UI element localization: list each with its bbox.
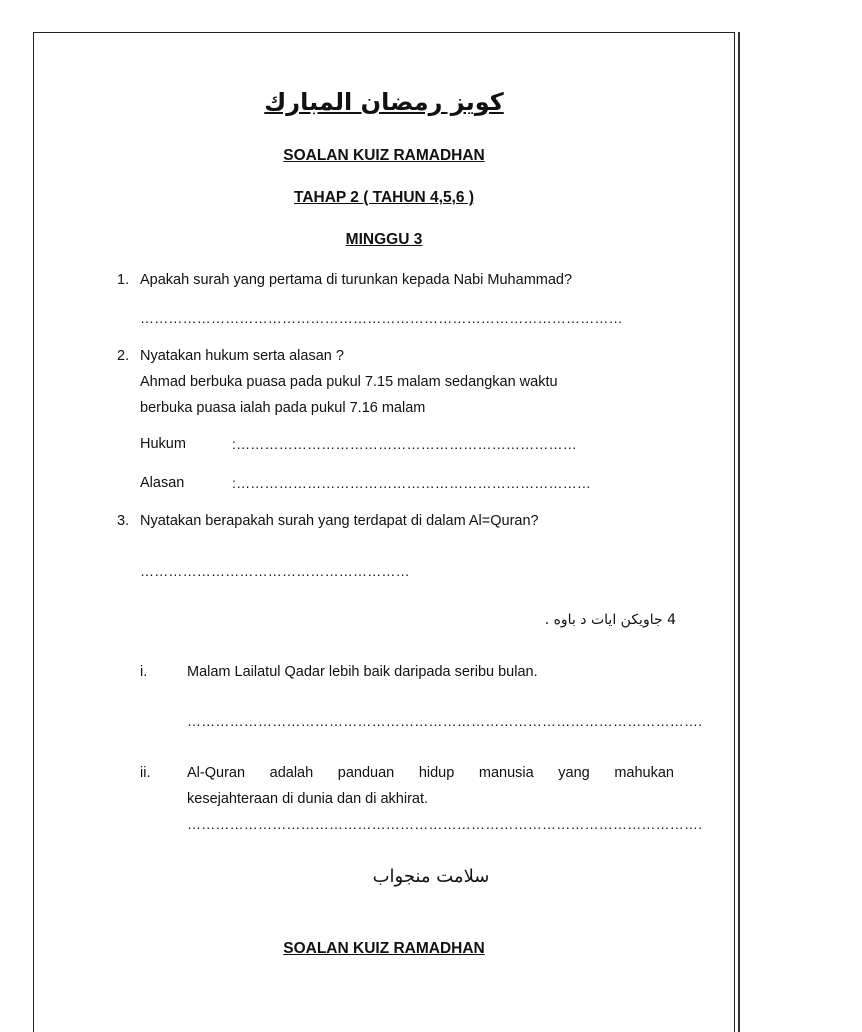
item-i-answer-line[interactable]: ………………………………………………………………………………………………. <box>187 713 703 729</box>
alasan-label: Alasan <box>140 475 185 491</box>
quiz-title: SOALAN KUIZ RAMADHAN <box>283 147 485 164</box>
question-4-instruction: 4 جاويكن ايات د باوه . <box>544 612 676 628</box>
item-ii-numeral: ii. <box>140 765 151 781</box>
item-ii-word: mahukan <box>614 765 674 781</box>
question-2-number: 2. <box>117 348 130 364</box>
item-ii-line-2: kesejahteraan di dunia dan di akhirat. <box>187 791 429 807</box>
footer-quiz-title: SOALAN KUIZ RAMADHAN <box>283 940 485 957</box>
item-i-numeral: i. <box>140 664 148 680</box>
item-ii-word: yang <box>558 765 590 781</box>
question-2-line-3: berbuka puasa ialah pada pukul 7.16 malam <box>140 400 426 416</box>
question-2-line-2: Ahmad berbuka puasa pada pukul 7.15 malam sedangkan waktu <box>140 374 558 390</box>
week-heading: MINGGU 3 <box>345 231 423 248</box>
arabic-title: كويز رمضان المبارك <box>264 88 504 116</box>
closing-greeting: سلامت منجواب <box>372 866 490 887</box>
hukum-answer-line[interactable]: :……………………………………………………………… <box>232 436 577 452</box>
question-1-answer-line[interactable]: ………………………………………………………………………………………… <box>140 310 623 326</box>
item-ii-line-1 <box>187 765 674 781</box>
question-3-number: 3. <box>117 513 130 529</box>
alasan-answer-line[interactable]: :………………………………………………………………… <box>232 475 592 491</box>
hukum-label: Hukum <box>140 436 186 452</box>
question-3-text: Nyatakan berapakah surah yang terdapat di dalam Al=Quran? <box>140 513 539 529</box>
question-1-text: Apakah surah yang pertama di turunkan kepada Nabi Muhammad? <box>140 272 573 288</box>
item-i-text: Malam Lailatul Qadar lebih baik daripada seribu bulan. <box>187 664 538 680</box>
question-3-answer-line[interactable]: ………………………………………………… <box>140 563 410 579</box>
item-ii-word: manusia <box>478 765 534 781</box>
item-ii-word: adalah <box>269 765 314 781</box>
item-ii-word: hidup <box>418 765 455 781</box>
item-ii-word: panduan <box>337 765 395 781</box>
level-heading: TAHAP 2 ( TAHUN 4,5,6 ) <box>294 189 474 206</box>
item-ii-word: Al-Quran <box>187 765 246 781</box>
item-ii-answer-line[interactable]: ………………………………………………………………………………………………. <box>187 816 703 832</box>
question-2-line-1: Nyatakan hukum serta alasan ? <box>140 348 344 364</box>
question-1-number: 1. <box>117 272 130 288</box>
